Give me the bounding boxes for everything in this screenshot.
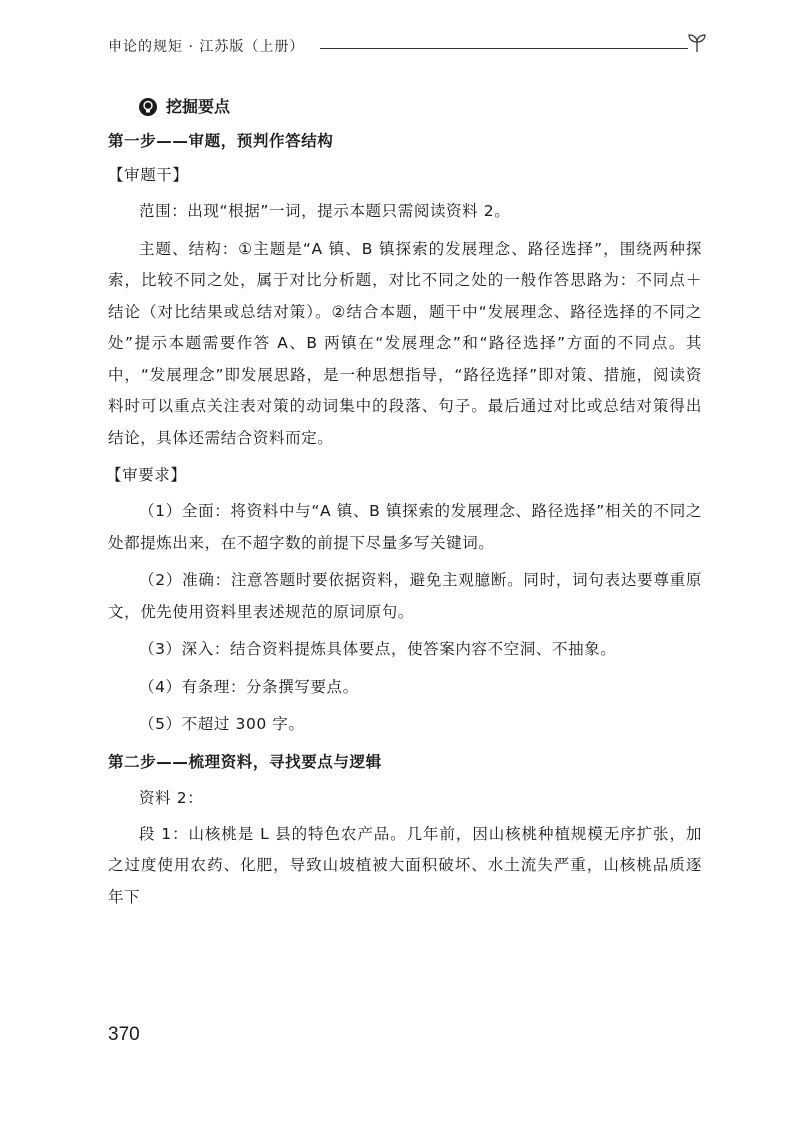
step2-title: 第二步——梳理资料，寻找要点与逻辑 [108, 752, 382, 771]
requirement-item: （3）深入：结合资料提炼具体要点，使答案内容不空洞、不抽象。 [139, 640, 617, 658]
step1-title: 第一步——审题，预判作答结构 [108, 132, 334, 150]
requirement-item: （4）有条理：分条撰写要点。 [139, 677, 359, 696]
review-stem-label: 【审题干】 [108, 166, 189, 184]
book-title: 申论的规矩 · 江苏版（上册） [108, 39, 305, 55]
material-paragraph: 段 1：山核桃是 L 县的特色农产品。几年前，因山核桃种植规模无序扩张，加之过度使用农药、化肥，导致山坡植被大面积破坏、水土流失严重，山核桃品质逐年下 [108, 824, 702, 906]
page-body [108, 92, 702, 913]
header-rule [320, 48, 688, 49]
theme-structure-paragraph: 主题、结构：①主题是“A 镇、B 镇探索的发展理念、路径选择”，围绕两种探索，比较不同之处，属于对比分析题，对比不同之处的一般作答思路为：不同点＋结论（对比结果或总结对策）。②结合本题，题干中“发展理念、路径选择的不同之处”提示本题需要作答 A、B 两镇在“发展理念”和“路径选择”方面的不同点。其中，“发展理念”即发展思路，是一种思想指导，“路径选择”即对策、措施，阅读资料时可以重点关注表对策的动词集中的段落、句子。最后通过对比或总结对策得出结论，具体还需结合资料而定。 [108, 239, 702, 447]
review-requirements-label: 【审要求】 [106, 466, 187, 484]
running-header [108, 34, 708, 58]
requirement-item: （2）准确：注意答题时要依据资料，避免主观臆断。同时，词句表达要尊重原文，优先使用资料里表述规范的原词原句。 [108, 571, 702, 621]
requirement-item: （1）全面：将资料中与“A 镇、B 镇探索的发展理念、路径选择”相关的不同之处都提炼出来，在不超字数的前提下尽量多写关键词。 [108, 502, 702, 552]
scope-paragraph: 范围：出现“根据”一词，提示本题只需阅读资料 2。 [139, 202, 511, 220]
section-title: 挖掘要点 [166, 97, 231, 116]
bulb-icon [138, 97, 158, 117]
requirement-item: （5）不超过 300 字。 [139, 715, 305, 733]
sprout-icon [686, 32, 708, 54]
page-number: 370 [108, 1024, 140, 1045]
section-heading [138, 92, 702, 122]
material-label: 资料 2： [139, 788, 204, 807]
